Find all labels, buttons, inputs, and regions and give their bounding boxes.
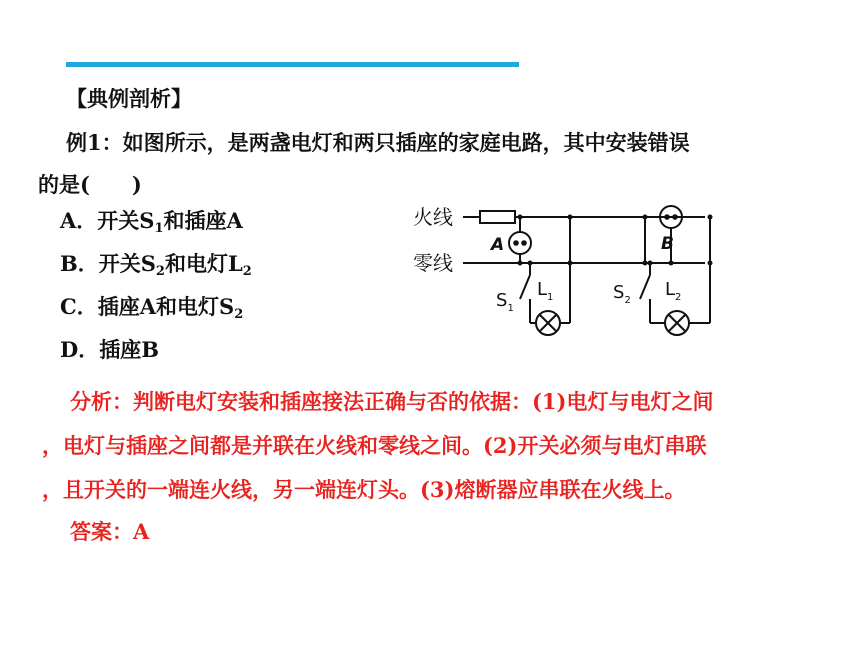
socket-a (509, 232, 531, 254)
option-a: A．开关$S_1$和插座A (60, 208, 243, 236)
option-c: C．插座A和电灯$S_2$ (60, 294, 244, 322)
switch-s1-label: $S_1$ (496, 290, 514, 314)
question-line-2: 的是( ) (38, 172, 142, 197)
fuse (480, 211, 515, 223)
neutral-wire-label: 零线 (413, 251, 453, 275)
socket-b-label: B (661, 234, 674, 254)
option-b: B．开关$S_2$和电灯$L_2$ (60, 251, 252, 279)
header-accent-bar (66, 62, 519, 67)
switch-s1 (520, 275, 530, 299)
lamp-l1-label: $L_1$ (537, 279, 554, 303)
live-wire-label: 火线 (413, 205, 453, 229)
option-d: D．插座B (60, 337, 159, 362)
section-title: 【典例剖析】 (66, 86, 192, 111)
answer-text: 答案：A (70, 519, 150, 544)
question-line-1: 例1：如图所示，是两盏电灯和两只插座的家庭电路，其中安装错误 (66, 130, 690, 155)
analysis-line-3: ，且开关的一端连火线，另一端连灯头。(3)熔断器应串联在火线上。 (42, 477, 686, 502)
lamp-l2-label: $L_2$ (665, 279, 682, 303)
socket-a-label: A (491, 235, 505, 255)
analysis-line-2: ，电灯与插座之间都是并联在火线和零线之间。(2)开关必须与电灯串联 (42, 433, 707, 458)
circuit-diagram (405, 195, 725, 345)
switch-s2-label: $S_2$ (613, 282, 631, 306)
switch-s2 (640, 275, 650, 299)
analysis-line-1: 分析：判断电灯安装和插座接法正确与否的依据：(1)电灯与电灯之间 (70, 389, 714, 414)
